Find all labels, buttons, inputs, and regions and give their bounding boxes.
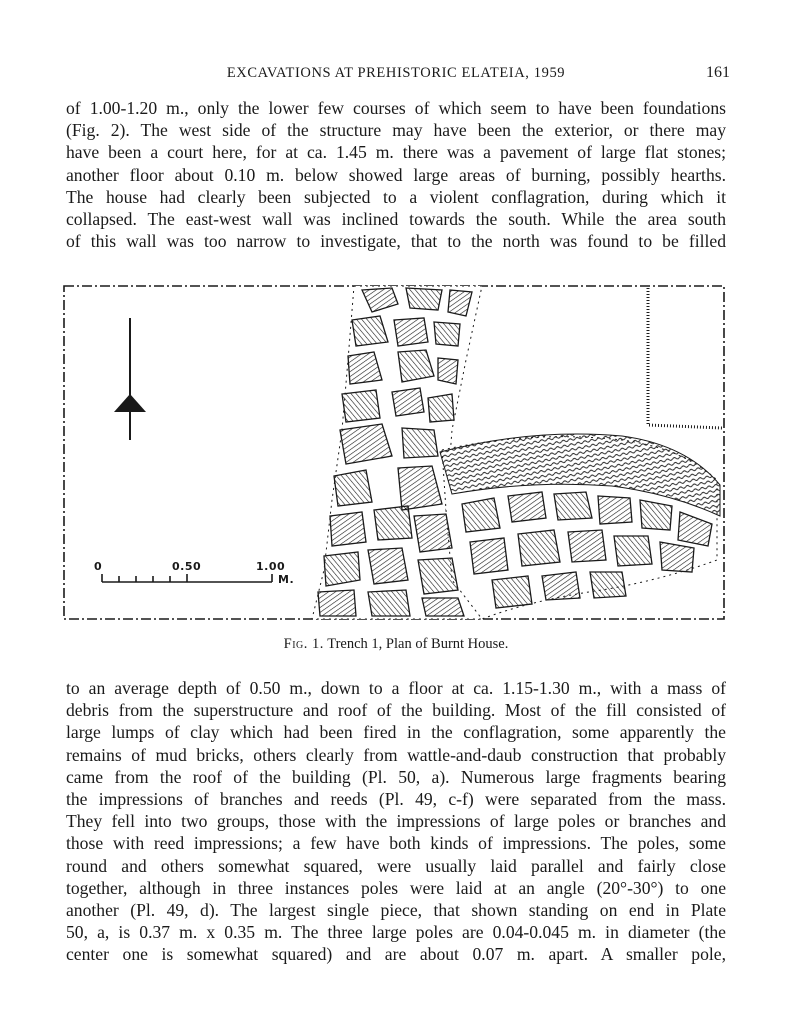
text-line: of 1.00-1.20 m., only the lower few courses of which seem to have been foundations [66, 98, 726, 118]
text-line: another floor about 0.10 m. below showed large areas of burning, possibly hearths. [66, 164, 726, 185]
text-line: together, although in three instances poles were laid at an angle (20°-30°) to one [66, 877, 726, 898]
page-number: 161 [706, 64, 730, 81]
text-line: debris from the superstructure and roof of the building. Most of the fill consisted of [66, 700, 726, 721]
figure-caption [66, 636, 726, 653]
trench-plan-drawing [62, 280, 728, 625]
text-line: center one is somewhat squared) and are about 0.07 m. apart. A smaller pole, [66, 944, 726, 965]
scale-label-end: 1.00 [256, 560, 286, 573]
text-line: 50, a, is 0.37 m. x 0.35 m. The three large poles are 0.04-0.045 m. in diameter (the [66, 922, 726, 943]
text-line: of this wall was too narrow to investigate, that to the north was found to be filled [66, 231, 726, 252]
text-line: have been a court here, for at ca. 1.45 m. there was a pavement of large flat stones; [66, 142, 726, 163]
text-line: another (Pl. 49, d). The largest single piece, that shown standing on end in Plate [66, 899, 726, 920]
text-line: came from the roof of the building (Pl. 50, a). Numerous large fragments bearing [66, 766, 726, 787]
paragraph-top [66, 97, 726, 252]
text-line: large lumps of clay which had been fired in the conflagration, some apparently the [66, 722, 726, 743]
scale-label-zero: 0 [94, 560, 103, 573]
dotted-boundary [648, 288, 722, 428]
north-arrow-icon [114, 318, 146, 440]
text-line: collapsed. The east-west wall was inclined towards the south. While the area south [66, 208, 726, 229]
scale-bar [102, 574, 272, 582]
scale-label-mid: 0.50 [172, 560, 202, 573]
text-line: round and others somewhat squared, were usually laid parallel and fairly close [66, 855, 726, 876]
text-line: remains of mud bricks, others clearly from wattle-and-daub construction that probably [66, 744, 726, 765]
figure-label: Fig. 1. [283, 636, 324, 652]
running-title: EXCAVATIONS AT PREHISTORIC ELATEIA, 1959 [226, 65, 566, 81]
text-line: those with reed impressions; a few have both kinds of impressions. The poles, some [66, 833, 726, 854]
trench-plan-figure [62, 280, 728, 625]
paragraph-bottom [66, 677, 726, 965]
running-head [60, 62, 732, 86]
text-line: The house had clearly been subjected to a violent conflagration, during which it [66, 186, 726, 207]
scale-label-unit: M. [278, 573, 295, 586]
figure-caption-text: Trench 1, Plan of Burnt House. [327, 636, 509, 652]
text-line: (Fig. 2). The west side of the structure may have been the exterior, or there may [66, 120, 726, 141]
text-line: the impressions of branches and reeds (Pl. 49, c-f) were separated from the mass. [66, 788, 726, 809]
text-line: They fell into two groups, those with the impressions of large poles or branches and [66, 811, 726, 832]
text-line: to an average depth of 0.50 m., down to a floor at ca. 1.15-1.30 m., with a mass of [66, 678, 726, 698]
